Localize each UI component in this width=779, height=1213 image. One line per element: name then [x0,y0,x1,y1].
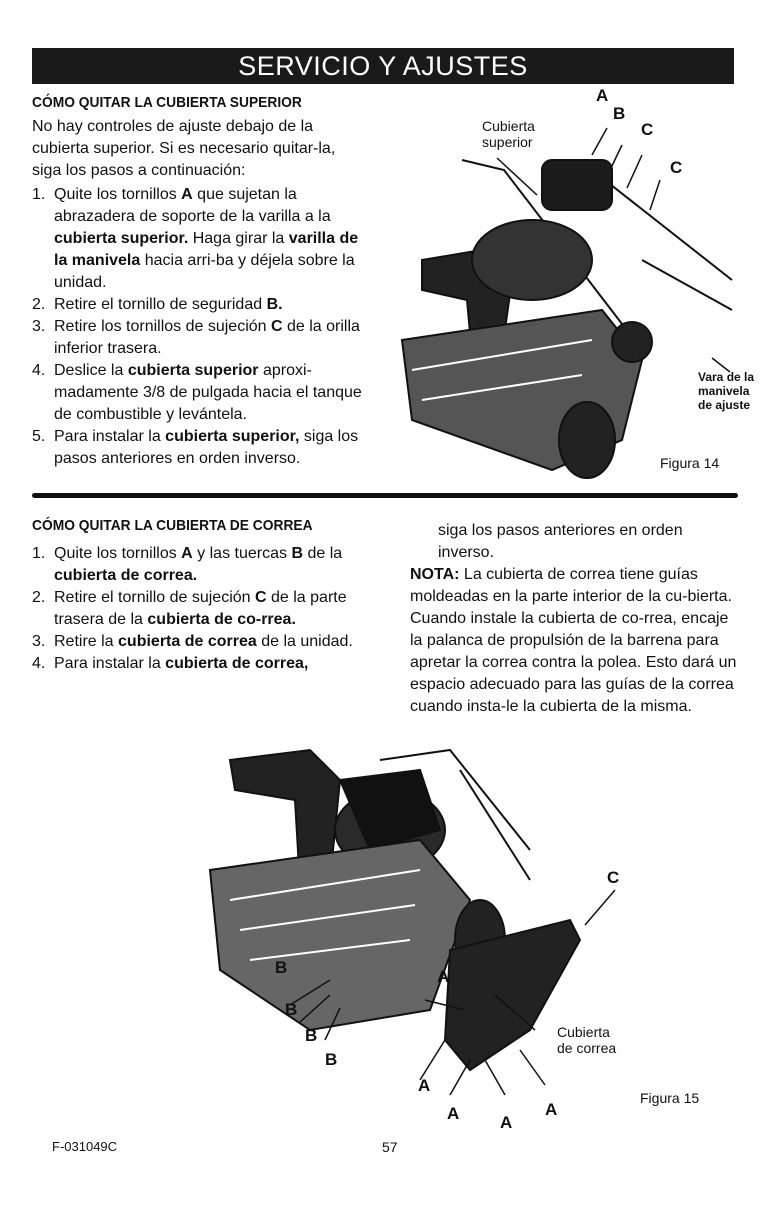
step-text: Retire los tornillos de sujeción [54,318,271,335]
section1-steps [32,184,366,470]
step-emphasis: cubierta superior [127,362,259,379]
step-emphasis: varilla de la manivela [54,230,359,269]
step-text: Retire el tornillo de seguridad [54,296,267,313]
fig14-label-cover-line1: Cubierta [482,118,535,134]
step-text: Quite los tornillos [54,186,182,203]
step-text: aproxi-madamente 3/8 de pulgada hacia el tanque de combustible y levántela. [54,362,362,423]
step-text: siga los pasos anteriores en orden inverso. [54,428,359,467]
fig15-callout-b2: B [285,1000,298,1019]
step-emphasis: cubierta de co-rrea. [147,611,296,628]
step-text: Para instalar la [54,428,166,445]
step-text: y las tuercas [192,545,292,562]
step-emphasis: A [181,186,193,203]
section2-steps [32,543,366,675]
fig15-callout-a1: A [418,1076,431,1095]
step-emphasis: B [291,545,303,562]
step-item [32,631,366,653]
fig15-callout-a4: A [545,1100,558,1119]
step-emphasis: cubierta superior. [54,230,189,247]
fig15-callout-c: C [607,868,620,887]
fig15-label-line1: Cubierta [557,1024,610,1040]
fig14-callout-c2: C [670,158,683,177]
step-text: de la [303,545,343,562]
fig15-callout-a-top: A [437,967,450,986]
section1-intro: No hay controles de ajuste debajo de la cubierta superior. Si es necesario quitar-la, siga los pasos a continuación: [32,118,336,179]
step-number: 3. [32,633,46,650]
section1-heading: CÓMO QUITAR LA CUBIERTA SUPERIOR [32,94,302,111]
note-label: NOTA: [410,566,460,583]
figure15-illustration [200,740,620,1140]
step-number: 5. [32,428,46,445]
fig14-callout-a: A [596,86,609,105]
step-text: que sujetan la abrazadera de soporte de la varilla a la [54,186,331,225]
fig14-label-rod-line2: manivela [698,384,750,398]
step-text: Deslice la [54,362,128,379]
fig15-callout-b4: B [325,1050,338,1069]
section-divider [32,493,738,498]
fig14-label-cover-line2: superior [482,134,533,150]
step-item [32,360,366,426]
step-text: Retire la [54,633,119,650]
section2-heading: CÓMO QUITAR LA CUBIERTA DE CORREA [32,517,313,534]
step-text: de la unidad. [256,633,353,650]
step-number: 2. [32,296,46,313]
step-item [32,543,366,587]
step-text: hacia arri-ba y déjela sobre la unidad. [54,252,355,291]
step-number: 4. [32,655,46,672]
section-banner: SERVICIO Y AJUSTES [32,48,734,84]
step-text: Haga girar la [188,230,289,247]
step-emphasis: A [181,545,193,562]
step-text: Para instalar la [54,655,166,672]
step-emphasis: cubierta superior, [165,428,300,445]
step-emphasis: C [255,589,267,606]
fig15-label-line2: de correa [557,1040,617,1056]
fig15-callout-b3: B [305,1026,318,1045]
fig15-callout-b1: B [275,958,288,977]
note-text: La cubierta de correa tiene guías moldeadas en la parte interior de la cu-bierta. Cuando instale la cubierta de co-rrea, encaje la palanca de propulsión de la barrena para apretar la correa contra la polea. Esto dará un espacio adecuado para las guías de la correa cuando insta-le la cubierta de la misma. [410,566,737,715]
step-text: Retire el tornillo de sujeción [54,589,255,606]
fig14-label-rod-line3: de ajuste [698,398,751,412]
section2-continuation: siga los pasos anteriores en orden inverso. [438,522,683,561]
step-number: 2. [32,589,46,606]
fig14-callout-b: B [613,104,626,123]
step-text: de la parte trasera de la [54,589,347,628]
step-emphasis: cubierta de correa [118,633,257,650]
fig15-caption: Figura 15 [640,1090,700,1106]
step-emphasis: C [271,318,283,335]
fig14-label-rod-line1: Vara de la [698,370,755,384]
step-text: de la orilla inferior trasera. [54,318,360,357]
step-item [32,653,366,675]
section2-note [410,564,740,718]
step-number: 4. [32,362,46,379]
step-item [32,587,366,631]
fig15-callout-a3: A [500,1113,513,1132]
step-number: 1. [32,545,46,562]
step-text: Quite los tornillos [54,545,182,562]
footer-page-number: 57 [382,1139,398,1155]
fig14-callout-c1: C [641,120,654,139]
step-number: 1. [32,186,46,203]
step-item [32,426,366,470]
figure14-illustration [392,110,737,490]
step-emphasis: cubierta de correa. [54,567,198,584]
step-item [32,316,366,360]
fig15-callout-a2: A [447,1104,460,1123]
step-emphasis: B. [266,296,283,313]
step-emphasis: cubierta de correa, [165,655,309,672]
step-item [32,294,366,316]
step-item [32,184,366,294]
fig14-caption: Figura 14 [660,455,720,471]
step-number: 3. [32,318,46,335]
footer-doc-code: F-031049C [52,1139,118,1154]
